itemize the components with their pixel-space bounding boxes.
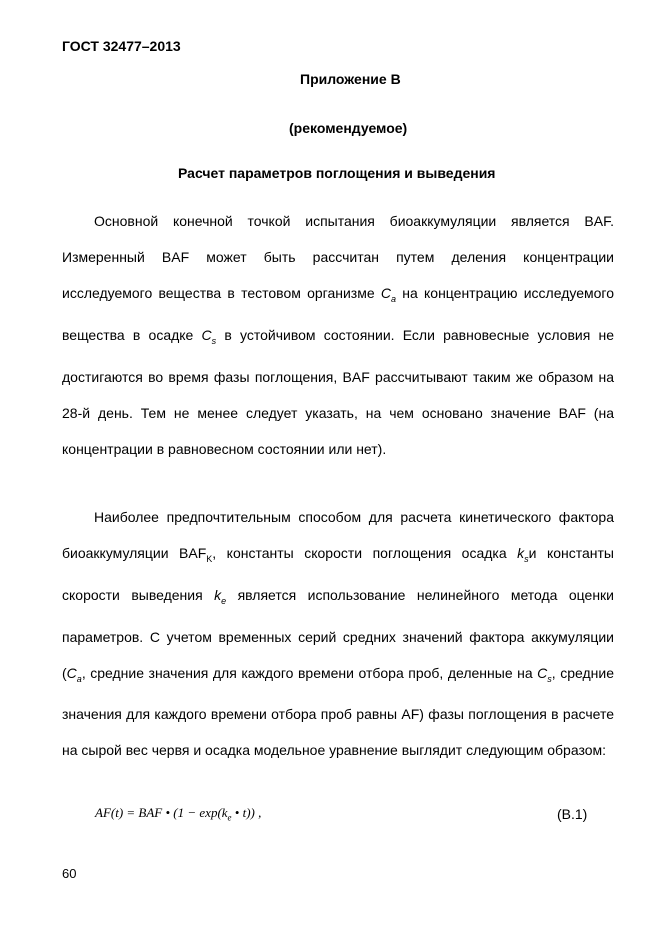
var-ks: $k_s$	[517, 545, 529, 564]
p1-text-3: в устойчивом состоянии. Если равновесные условия не достигаются во время фазы поглощения, BAF рассчитывают таким же образом на 28-й день. Тем не менее следует указать, на чем основано значение BAF (на концентрации в равновесном состоянии или нет).	[62, 326, 614, 457]
document-code: ГОСТ 32477–2013	[62, 38, 181, 54]
var-cs-2: $C_s$	[537, 664, 552, 684]
var-ke: $k_e$	[214, 586, 227, 606]
p2-text-1: Наиболее предпочтительным способом для расчета кинетического фактора биоаккумуляции BAF	[62, 509, 614, 561]
var-cs: $C_s$	[201, 326, 217, 346]
p1-text-2: на концентрацию исследуемого вещества в осадке	[62, 285, 614, 343]
var-ca: $C_a$	[380, 285, 397, 304]
var-ca-2: $C_a$	[66, 664, 82, 684]
formula-number: (В.1)	[557, 806, 588, 822]
p2-sub-k: K	[206, 553, 213, 564]
p2-text-3: и константы скорости выведения	[62, 545, 614, 603]
appendix-status: (рекомендуемое)	[289, 120, 408, 136]
p2-text-5: , средние значения для каждого времени отбора проб, деленные на	[81, 664, 538, 681]
p2-text-6: , средние значения для каждого времени отбора проб равны AF) фазы поглощения в расчете на сырой вес червя и осадка модельное уравнение выглядит следующим образом:	[62, 664, 614, 759]
paragraph-2	[62, 499, 614, 768]
p2-text-4: является использование нелинейного метода оценки параметров. С учетом временных серий средних значений фактора аккумуляции (	[62, 586, 615, 681]
appendix-label: Приложение В	[300, 71, 401, 87]
p1-text-1: Основной конечной точкой испытания биоаккумуляции является BAF. Измеренный BAF может быть рассчитан путем деления концентрации исследуемого вещества в тестовом организме	[62, 213, 614, 301]
paragraph-1	[62, 203, 614, 467]
p2-text-2: , константы скорости поглощения осадка	[212, 545, 518, 561]
appendix-title: Расчет параметров поглощения и выведения	[178, 165, 496, 181]
page-number: 60	[62, 866, 77, 881]
formula-b1: AF(t) = BAF • ($1 - \exp(k_e$ • t)) ,	[95, 805, 262, 823]
